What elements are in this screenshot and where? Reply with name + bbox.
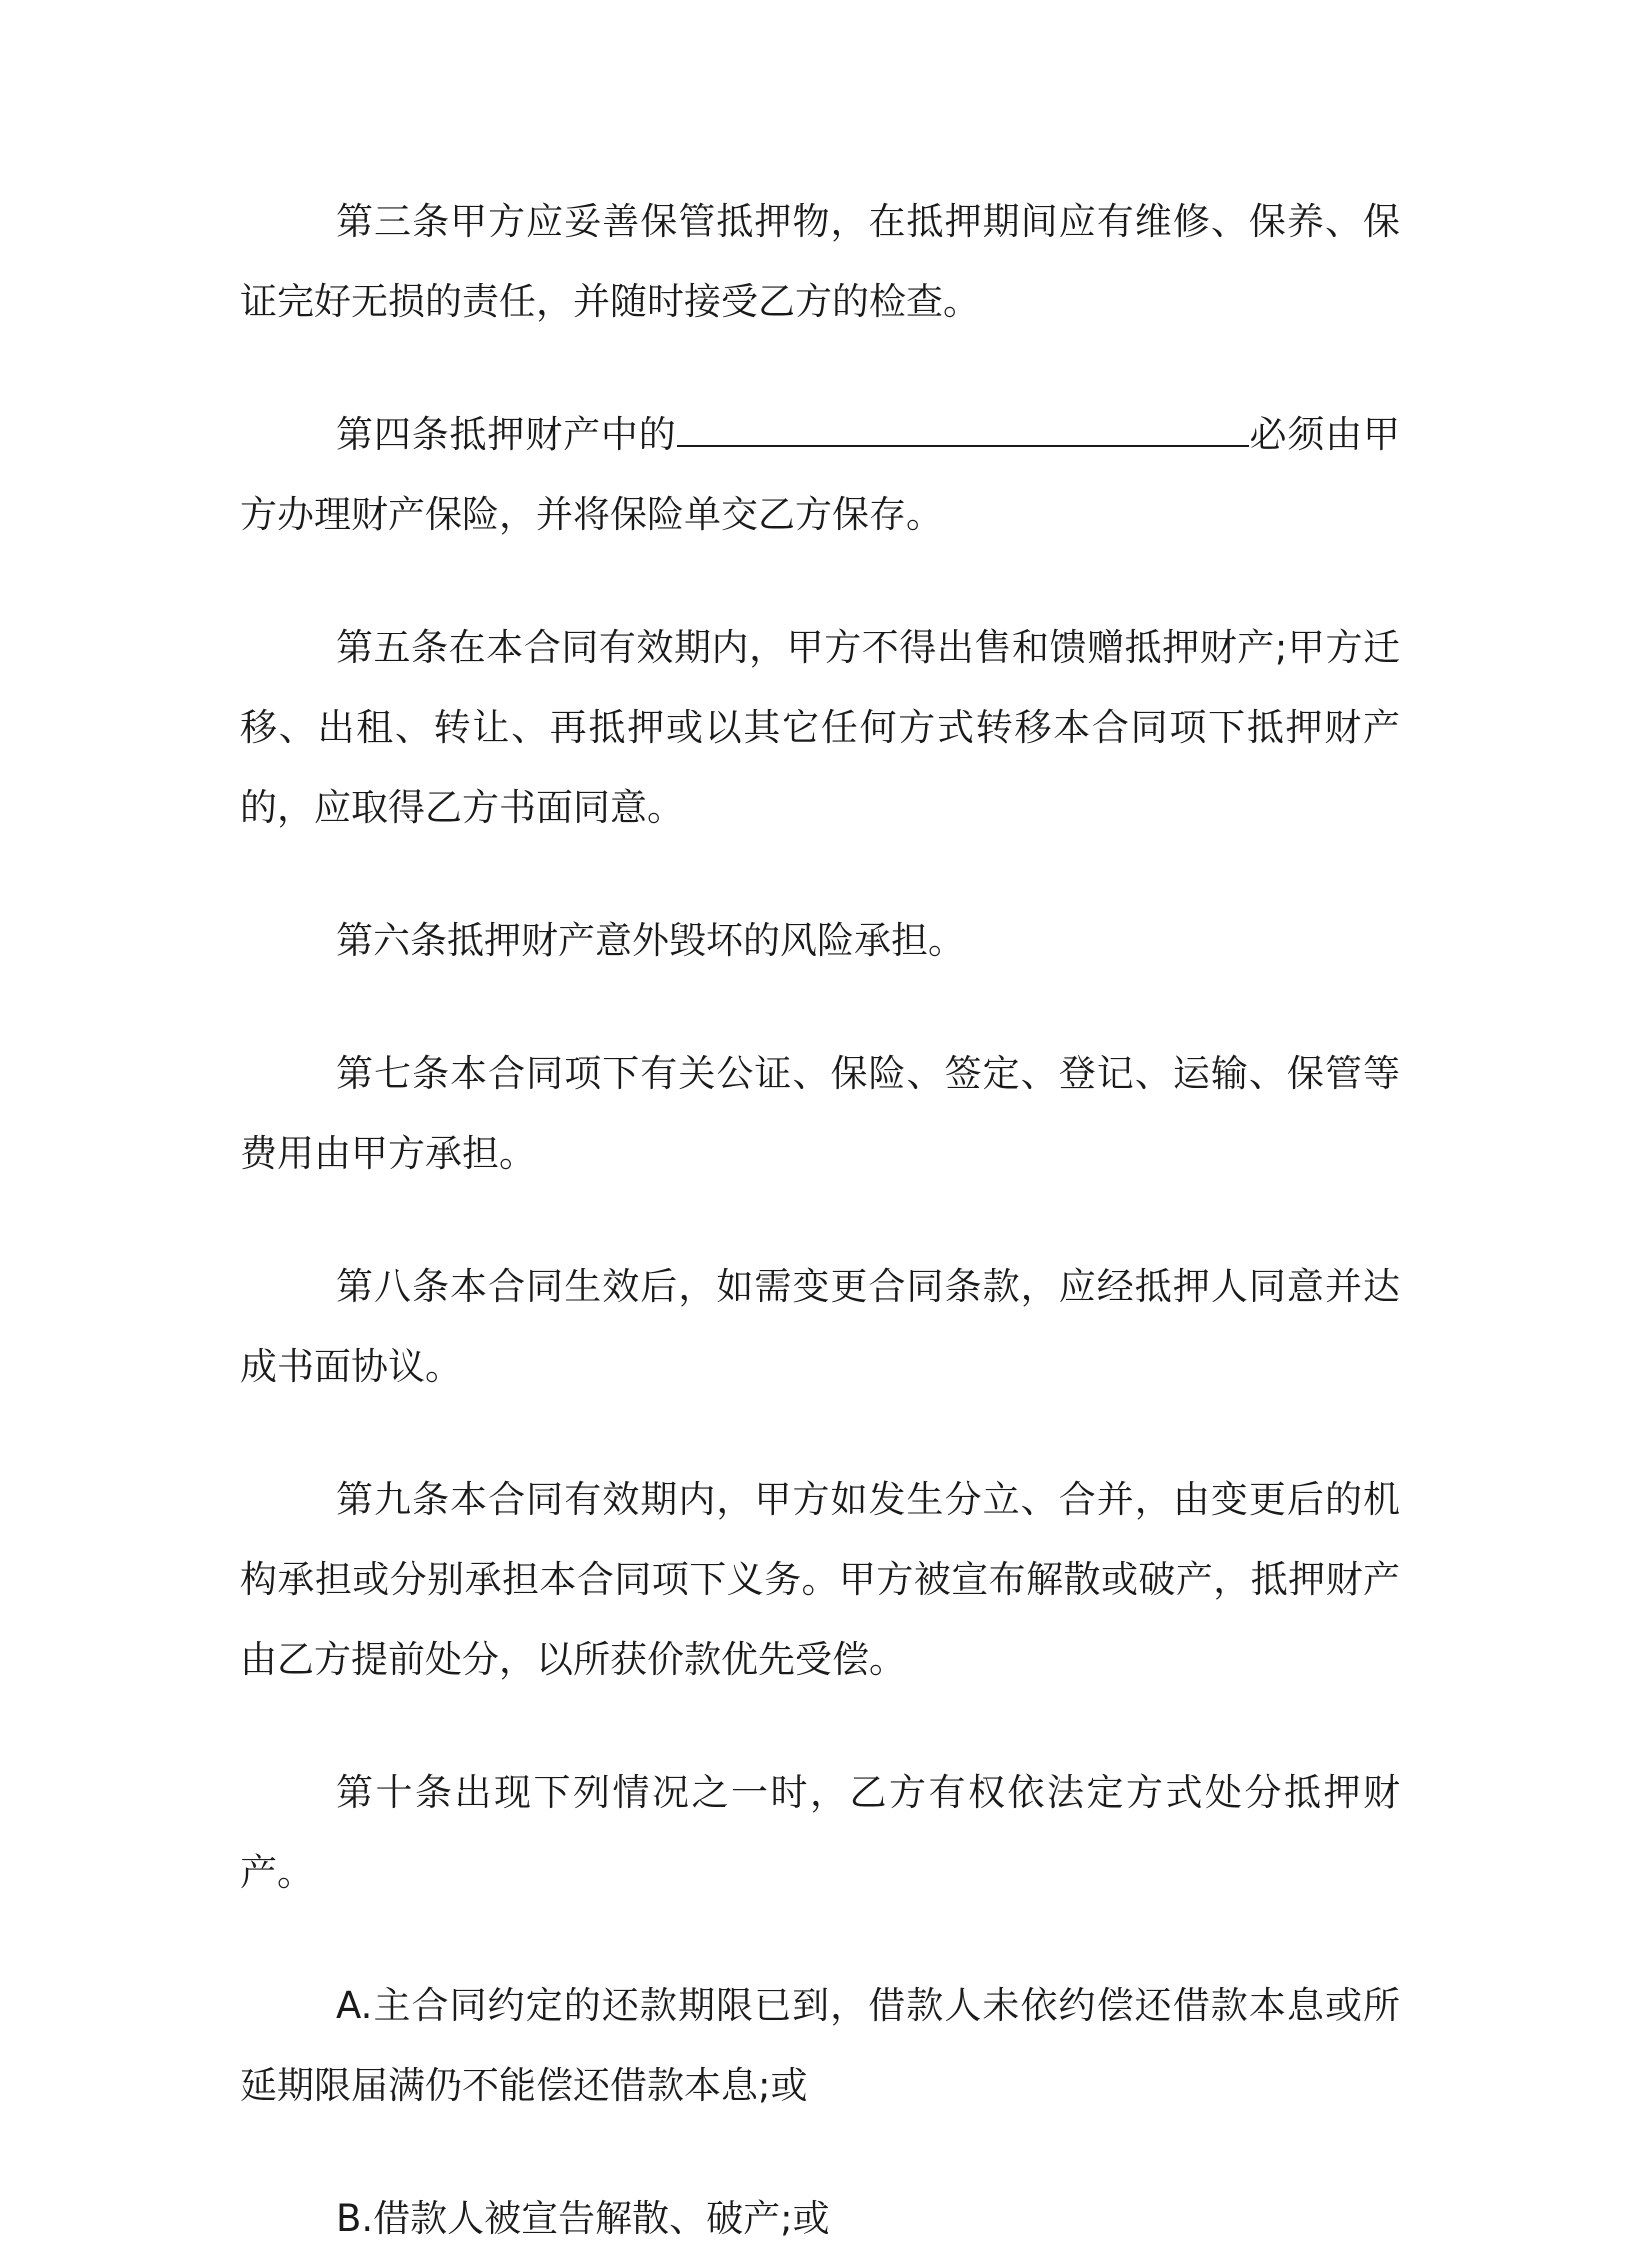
- article-4-text-after: 必须由甲方办理财产保险，并将保险单交乙方保存。: [240, 413, 1401, 536]
- article-6-paragraph: 第六条抵押财产意外毁坏的风险承担。: [336, 919, 965, 962]
- fill-in-blank-line: [677, 408, 1249, 447]
- article-4-text-before: 第四条抵押财产中的: [336, 413, 677, 456]
- document-body: [240, 182, 1400, 2259]
- article-8-paragraph: 第八条本合同生效后，如需变更合同条款，应经抵押人同意并达成书面协议。: [240, 1265, 1400, 1388]
- article-7-paragraph: 第七条本合同项下有关公证、保险、签定、登记、运输、保管等费用由甲方承担。: [240, 1052, 1400, 1175]
- article-9-paragraph: 第九条本合同有效期内，甲方如发生分立、合并，由变更后的机构承担或分别承担本合同项下义务。甲方被宣布解散或破产，抵押财产由乙方提前处分，以所获价款优先受偿。: [240, 1478, 1400, 1681]
- clause-b-paragraph: B.借款人被宣告解散、破产;或: [336, 2197, 830, 2240]
- article-3-paragraph: 第三条甲方应妥善保管抵押物，在抵押期间应有维修、保养、保证完好无损的责任，并随时接受乙方的检查。: [240, 200, 1400, 323]
- article-10-paragraph: 第十条出现下列情况之一时，乙方有权依法定方式处分抵押财产。: [240, 1771, 1400, 1894]
- article-5-paragraph: 第五条在本合同有效期内，甲方不得出售和馈赠抵押财产;甲方迁移、出租、转让、再抵押或以其它任何方式转移本合同项下抵押财产的，应取得乙方书面同意。: [240, 626, 1400, 829]
- clause-a-paragraph: A.主合同约定的还款期限已到，借款人未依约偿还借款本息或所延期限届满仍不能偿还借款本息;或: [240, 1984, 1400, 2107]
- article-4-paragraph: [240, 395, 1400, 555]
